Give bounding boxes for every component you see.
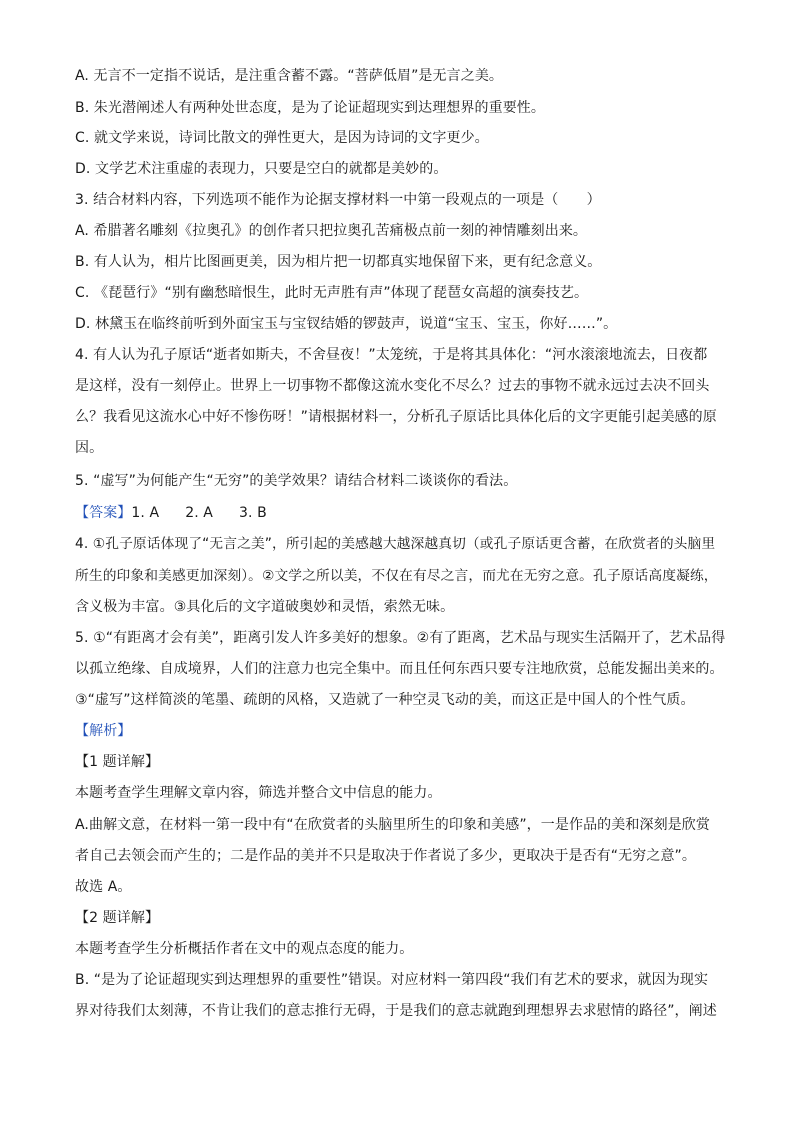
detail2-line-2: B. “是为了论证超现实到达理想界的重要性”错误。对应材料一第四段“我们有艺术的要求，就因为现实 — [75, 972, 709, 988]
answer-tag: 【答案】 — [75, 505, 132, 521]
ans5-line-2: 以孤立绝缘、自成境界，人们的注意力也完全集中。而且任何东西只要专注地欣赏，总能发掘出美来的。 — [75, 661, 724, 677]
detail1-line-2: A.曲解文意，在材料一第一段中有“在欣赏者的头脑里所生的印象和美感”，一是作品的美和深刻是欣赏 — [75, 817, 710, 833]
detail2-line-3: 界对待我们太刻薄，不肯让我们的意志推行无碍，于是我们的意志就跑到理想界去求慰情的路径”，阐述 — [75, 1003, 717, 1019]
q4-line-1: 4. 有人认为孔子原话“逝者如斯夫，不舍昼夜！”太笼统，于是将其具体化：“河水滚滚地流去，日夜都 — [75, 347, 708, 363]
ans4-line-1: 4. ①孔子原话体现了“无言之美”，所引起的美感越大越深越真切（或孔子原话更含蓄，在欣赏者的头脑里 — [75, 536, 716, 552]
ans5-line-1: 5. ①“有距离才会有美”，距离引发人许多美好的想象。②有了距离，艺术品与现实生活隔开了，艺术品得 — [75, 630, 726, 646]
detail1-line-4: 故选 A。 — [75, 879, 132, 895]
q4-line-4: 因。 — [75, 440, 104, 456]
q4-line-2: 是这样，没有一刻停止。世界上一切事物不都像这流水变化不尽么？过去的事物不就永远过去决不回头 — [75, 378, 710, 394]
detail2-heading: 【2 题详解】 — [75, 910, 160, 926]
q1-option-a: A. 无言不一定指不说话，是注重含蓄不露。“菩萨低眉”是无言之美。 — [75, 68, 504, 84]
q3-option-c: C. 《琵琶行》“别有幽愁暗恨生，此时无声胜有声”体现了琵琶女高超的演奏技艺。 — [75, 285, 589, 301]
ans4-line-3: 含义极为丰富。③具化后的文字道破奥妙和灵悟，索然无味。 — [75, 599, 455, 615]
q3-option-b: B. 有人认为，相片比图画更美，因为相片把一切都真实地保留下来，更有纪念意义。 — [75, 254, 602, 270]
q1-option-c: C. 就文学来说，诗词比散文的弹性更大，是因为诗词的文字更少。 — [75, 130, 489, 146]
detail2-line-1: 本题考查学生分析概括作者在文中的观点态度的能力。 — [75, 941, 414, 957]
q5-question: 5. “虚写”为何能产生“无穷”的美学效果？请结合材料二谈谈你的看法。 — [75, 473, 518, 489]
answer-item: 2. A — [185, 505, 213, 521]
q4-line-3: 么？我看见这流水心中好不惨伤呀！”请根据材料一，分析孔子原话比具体化后的文字更能引起美感的原 — [75, 409, 717, 425]
detail1-heading: 【1 题详解】 — [75, 754, 160, 770]
analysis-tag: 【解析】 — [75, 723, 132, 739]
q3-stem: 3. 结合材料内容，下列选项不能作为论据支撑材料一中第一段观点的一项是（ ） — [75, 192, 601, 208]
detail1-line-1: 本题考查学生理解文章内容，筛选并整合文中信息的能力。 — [75, 785, 442, 801]
q3-option-d: D. 林黛玉在临终前听到外面宝玉与宝钗结婚的锣鼓声，说道“宝玉、宝玉，你好……”。 — [75, 316, 618, 332]
answer-item: 3. B — [239, 505, 267, 521]
ans5-line-3: ③“虚写”这样简淡的笔墨、疏朗的风格，又造就了一种空灵飞动的美，而这正是中国人的个性气质。 — [75, 692, 695, 708]
answer-line — [75, 503, 725, 523]
q3-option-a: A. 希腊著名雕刻《拉奥孔》的创作者只把拉奥孔苦痛极点前一刻的神情雕刻出来。 — [75, 223, 588, 239]
ans4-line-2: 所生的印象和美感更加深刻）。②文学之所以美，不仅在有尽之言，而尤在无穷之意。孔子原话高度凝练， — [75, 568, 718, 584]
q1-option-b: B. 朱光潜阐述人有两种处世态度，是为了论证超现实到达理想界的重要性。 — [75, 100, 546, 116]
detail1-line-3: 者自己去领会而产生的；二是作品的美并不只是取决于作者说了多少，更取决于是否有“无穷之意”。 — [75, 848, 697, 864]
q1-option-d: D. 文学艺术注重虚的表现力，只要是空白的就都是美妙的。 — [75, 161, 448, 177]
answer-item: 1. A — [131, 505, 160, 521]
